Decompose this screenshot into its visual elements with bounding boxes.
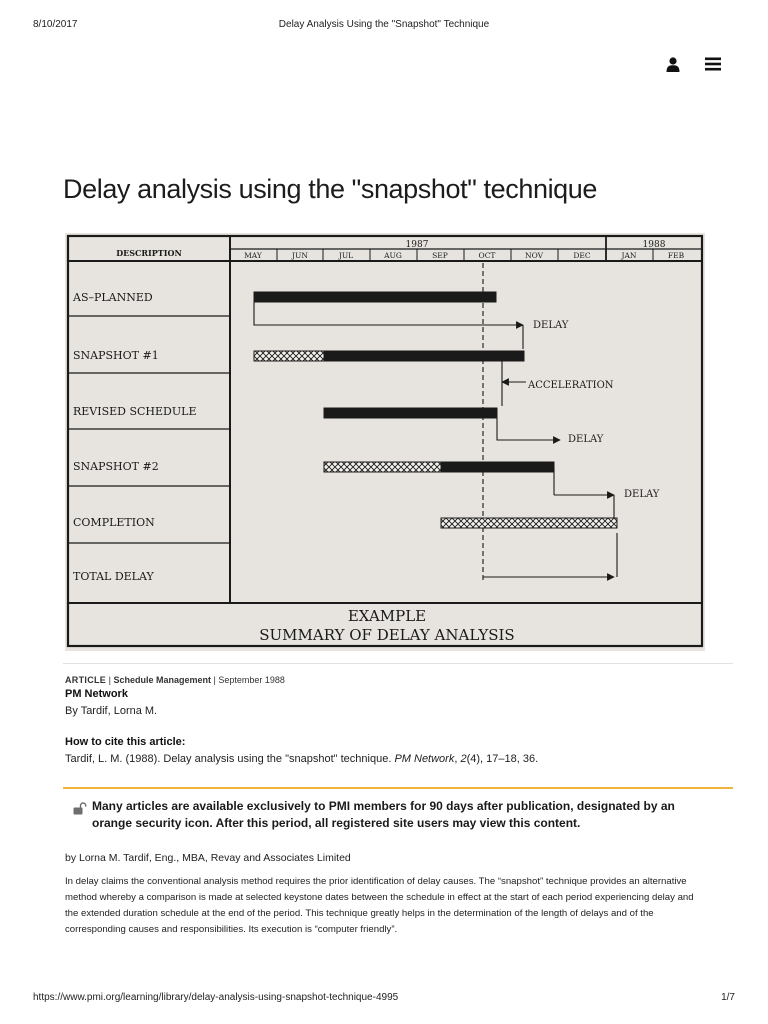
annotation-delay-1: DELAY xyxy=(533,320,569,331)
divider-top xyxy=(63,663,733,664)
year-1987: 1987 xyxy=(405,240,429,250)
row-label-snapshot-2: SNAPSHOT #2 xyxy=(73,460,159,473)
members-notice xyxy=(63,787,733,837)
month-jun: JUN xyxy=(292,251,308,260)
page-title: Delay analysis using the "snapshot" technique xyxy=(63,174,598,204)
publication-name[interactable]: PM Network xyxy=(65,688,128,700)
print-doc-title: Delay Analysis Using the "Snapshot" Technique xyxy=(278,19,490,30)
bar-completion xyxy=(441,518,617,528)
author-line: by Lorna M. Tardif, Eng., MBA, Revay and Associates Limited xyxy=(65,852,351,864)
row-label-revised-schedule: REVISED SCHEDULE xyxy=(73,405,197,418)
annotation-delay-3: DELAY xyxy=(624,489,660,500)
article-abstract: In delay claims the conventional analysis method requires the prior identification of delay causes. The “snapshot” technique provides an alternative method whereby a comparison is made at selected keystone dates between the schedule in effect at the start of each period experiencing delay and the extended duration schedule at the end of the period. This technique greatly helps in the determination of the length of delays and of the corresponding causes and responsibilities. Its execution is “computer friendly”. xyxy=(65,876,694,935)
bar-revised-schedule xyxy=(324,408,497,418)
bar-snapshot-1-actual xyxy=(254,351,324,361)
cite-volume: 2 xyxy=(460,753,467,765)
month-oct: OCT xyxy=(478,251,496,260)
month-feb: FEB xyxy=(667,251,685,260)
bar-snapshot-2-actual xyxy=(324,462,441,472)
notice-text: Many articles are available exclusively to PMI members for 90 days after publication, designated by an orange security icon. After this period, all registered site users may view this content. xyxy=(92,799,675,830)
cite-heading: How to cite this article: xyxy=(65,736,186,748)
article-byline: By Tardif, Lorna M. xyxy=(65,705,158,717)
month-dec: DEC xyxy=(573,251,591,260)
article-topic[interactable]: Schedule Management xyxy=(113,675,211,685)
print-page-number: 1/7 xyxy=(721,992,735,1003)
cite-separator: , xyxy=(454,753,461,765)
article-date: September 1988 xyxy=(218,675,285,685)
header-description: DESCRIPTION xyxy=(116,248,182,258)
annotation-acceleration: ACCELERATION xyxy=(528,380,614,391)
caption-example: EXAMPLE xyxy=(347,607,427,625)
cite-journal: PM Network xyxy=(394,753,455,765)
delay-analysis-diagram xyxy=(65,233,705,651)
year-1988: 1988 xyxy=(642,240,666,250)
figure-delay-analysis xyxy=(65,233,705,651)
print-date: 8/10/2017 xyxy=(33,19,78,30)
month-sep: SEP xyxy=(432,251,448,260)
cite-rest: (4), 17–18, 36. xyxy=(466,753,539,765)
row-label-completion: COMPLETION xyxy=(73,516,155,529)
annotation-delay-2: DELAY xyxy=(568,434,604,445)
row-label-snapshot-1: SNAPSHOT #1 xyxy=(73,349,159,362)
user-icon[interactable] xyxy=(664,54,682,74)
month-may: MAY xyxy=(244,251,262,260)
row-label-total-delay: TOTAL DELAY xyxy=(73,570,154,583)
caption-summary: SUMMARY OF DELAY ANALYSIS xyxy=(259,626,515,644)
article-type: ARTICLE xyxy=(65,675,107,685)
bar-snapshot-2-remaining xyxy=(441,462,554,472)
header-toolbar xyxy=(664,54,722,74)
row-label-as-planned: AS–PLANNED xyxy=(73,291,153,304)
print-url[interactable]: https://www.pmi.org/learning/library/delay-analysis-using-snapshot-technique-4995 xyxy=(33,992,399,1003)
cite-prefix: Tardif, L. M. (1988). Delay analysis using the "snapshot" technique. xyxy=(65,753,395,765)
citation xyxy=(65,753,538,765)
bar-snapshot-1-remaining xyxy=(324,351,524,361)
print-header xyxy=(0,19,768,33)
article-meta: ARTICLE | Schedule Management | September 1988 xyxy=(65,675,285,685)
month-jul: JUL xyxy=(338,251,354,260)
hamburger-menu-icon[interactable] xyxy=(704,54,722,74)
month-aug: AUG xyxy=(384,251,402,260)
month-nov: NOV xyxy=(525,251,543,260)
month-jan: JAN xyxy=(621,251,637,260)
print-footer xyxy=(0,992,768,1006)
bar-as-planned xyxy=(254,292,496,302)
open-lock-icon xyxy=(73,802,87,820)
